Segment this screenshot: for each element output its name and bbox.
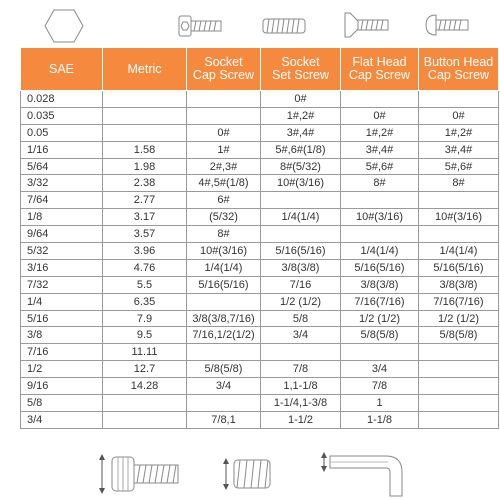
table-row [21,361,499,378]
cell-button-head-cap-screw: 1/2 (1/2) [419,310,499,327]
cell-socket-cap-screw [187,395,261,412]
cell-flat-head-cap-screw: 3/4 [341,361,419,378]
table-row [21,209,499,226]
cell-button-head-cap-screw: 1#,2# [419,124,499,141]
cell-flat-head-cap-screw: 5#,6# [341,158,419,175]
cell-socket-set-screw: 3/8(3/8) [261,259,341,276]
table-row [21,395,499,412]
cell-socket-set-screw: 0# [261,91,341,108]
button-head-screw-icon [424,14,470,36]
table-row [21,344,499,361]
header-button-head-cap-screw: Button Head Cap Screw [419,48,499,91]
cell-flat-head-cap-screw: 0# [341,107,419,124]
cell-sae: 1/4 [21,293,103,310]
cell-metric: 12.7 [103,361,187,378]
cell-button-head-cap-screw: 8# [419,175,499,192]
cell-socket-set-screw: 1#,2# [261,107,341,124]
cell-metric [103,107,187,124]
cell-metric: 4.76 [103,259,187,276]
cell-sae: 3/16 [21,259,103,276]
table-row [21,175,499,192]
table-row [21,276,499,293]
cell-socket-set-screw: 1,1-1/8 [261,378,341,395]
cell-flat-head-cap-screw: 1-1/8 [341,411,419,428]
cell-socket-cap-screw: 0# [187,124,261,141]
cell-button-head-cap-screw: 7/16(7/16) [419,293,499,310]
chart-body [21,91,499,429]
cell-sae: 1/8 [21,209,103,226]
socket-cap-screw-dimension-icon [96,452,182,496]
cell-socket-set-screw [261,192,341,209]
table-row [21,327,499,344]
header-flat-head-cap-screw: Flat Head Cap Screw [341,48,419,91]
top-icon-row [0,0,500,48]
cell-sae: 1/2 [21,361,103,378]
set-screw-dimension-icon [220,452,276,496]
table-row [21,192,499,209]
cell-socket-cap-screw [187,344,261,361]
cell-button-head-cap-screw [419,192,499,209]
cell-flat-head-cap-screw: 10#(3/16) [341,209,419,226]
cell-flat-head-cap-screw: 5/16(5/16) [341,259,419,276]
cell-flat-head-cap-screw: 7/16(7/16) [341,293,419,310]
cell-socket-cap-screw [187,107,261,124]
cell-flat-head-cap-screw: 1/2 (1/2) [341,310,419,327]
header-row [21,48,499,91]
cell-socket-cap-screw: 2#,3# [187,158,261,175]
cell-socket-cap-screw: 1# [187,141,261,158]
cell-sae: 3/4 [21,411,103,428]
cell-sae: 7/64 [21,192,103,209]
flat-head-screw-icon [344,12,390,38]
cell-socket-set-screw: 8#(5/32) [261,158,341,175]
socket-set-screw-icon [262,17,306,35]
table-row [21,259,499,276]
cell-socket-set-screw: 7/16 [261,276,341,293]
cell-metric: 9.5 [103,327,187,344]
cell-button-head-cap-screw: 3/8(3/8) [419,276,499,293]
cell-flat-head-cap-screw: 3/8(3/8) [341,276,419,293]
table-row [21,158,499,175]
cell-socket-set-screw: 5/16(5/16) [261,243,341,260]
cell-socket-set-screw: 1-1/4,1-3/8 [261,395,341,412]
cell-socket-set-screw: 1-1/2 [261,411,341,428]
cell-metric: 2.38 [103,175,187,192]
cell-flat-head-cap-screw: 5/8(5/8) [341,327,419,344]
cell-socket-cap-screw: 4#,5#(1/8) [187,175,261,192]
table-row [21,411,499,428]
cell-metric [103,411,187,428]
cell-socket-set-screw: 5/8 [261,310,341,327]
table-row [21,107,499,124]
cell-sae: 0.035 [21,107,103,124]
cell-metric: 1.58 [103,141,187,158]
cell-sae: 7/32 [21,276,103,293]
cell-button-head-cap-screw: 10#(3/16) [419,209,499,226]
cell-socket-set-screw: 7/8 [261,361,341,378]
header-socket-cap-screw: Socket Cap Screw [187,48,261,91]
cell-socket-set-screw: 5#,6#(1/8) [261,141,341,158]
cell-socket-set-screw: 3#,4# [261,124,341,141]
cell-button-head-cap-screw [419,91,499,108]
cell-socket-set-screw: 10#(3/16) [261,175,341,192]
cell-socket-set-screw: 1/2 (1/2) [261,293,341,310]
table-row [21,141,499,158]
cell-socket-cap-screw: 8# [187,226,261,243]
table-row [21,293,499,310]
cell-metric: 7.9 [103,310,187,327]
cell-socket-cap-screw [187,293,261,310]
cell-socket-set-screw [261,344,341,361]
cell-socket-cap-screw: 5/8(5/8) [187,361,261,378]
cell-socket-set-screw [261,226,341,243]
header-metric: Metric [103,48,187,91]
table-row [21,226,499,243]
cell-sae: 7/16 [21,344,103,361]
table-row [21,378,499,395]
cell-button-head-cap-screw: 0# [419,107,499,124]
cell-socket-cap-screw: (5/32) [187,209,261,226]
cell-button-head-cap-screw: 1/4(1/4) [419,243,499,260]
cell-button-head-cap-screw [419,411,499,428]
cell-button-head-cap-screw [419,226,499,243]
cell-flat-head-cap-screw [341,226,419,243]
cell-metric: 2.77 [103,192,187,209]
cell-socket-cap-screw: 5/16(5/16) [187,276,261,293]
cell-button-head-cap-screw [419,361,499,378]
table-row [21,91,499,108]
cell-socket-cap-screw: 1/4(1/4) [187,259,261,276]
cell-metric: 5.5 [103,276,187,293]
cell-flat-head-cap-screw: 3#,4# [341,141,419,158]
table-row [21,310,499,327]
cell-socket-cap-screw: 7/16,1/2(1/2) [187,327,261,344]
hex-key-dimension-icon [316,450,408,498]
cell-sae: 5/16 [21,310,103,327]
cell-socket-set-screw: 1/4(1/4) [261,209,341,226]
cell-metric: 11.11 [103,344,187,361]
cell-sae: 9/64 [21,226,103,243]
cell-flat-head-cap-screw: 1 [341,395,419,412]
cell-sae: 3/8 [21,327,103,344]
cell-socket-set-screw: 3/4 [261,327,341,344]
header-sae: SAE [21,48,103,91]
cell-metric: 3.57 [103,226,187,243]
cell-sae: 0.05 [21,124,103,141]
cell-sae: 3/32 [21,175,103,192]
cell-metric: 3.96 [103,243,187,260]
cell-socket-cap-screw: 6# [187,192,261,209]
cell-sae: 0.028 [21,91,103,108]
cell-sae: 5/32 [21,243,103,260]
cell-sae: 5/8 [21,395,103,412]
bottom-icon-row [0,448,500,500]
cell-flat-head-cap-screw: 1#,2# [341,124,419,141]
cell-button-head-cap-screw [419,378,499,395]
header-socket-set-screw: Socket Set Screw [261,48,341,91]
table-row [21,124,499,141]
cell-metric: 1.98 [103,158,187,175]
cell-socket-cap-screw: 3/4 [187,378,261,395]
cell-socket-cap-screw: 10#(3/16) [187,243,261,260]
cell-flat-head-cap-screw [341,192,419,209]
cell-flat-head-cap-screw [341,91,419,108]
cell-button-head-cap-screw: 3#,4# [419,141,499,158]
cell-flat-head-cap-screw: 8# [341,175,419,192]
cell-metric [103,124,187,141]
cell-sae: 1/16 [21,141,103,158]
cell-metric: 3.17 [103,209,187,226]
cell-flat-head-cap-screw [341,344,419,361]
socket-cap-screw-icon [178,14,224,38]
cell-sae: 5/64 [21,158,103,175]
cell-metric: 14.28 [103,378,187,395]
cell-button-head-cap-screw [419,344,499,361]
cell-socket-cap-screw: 3/8(3/8,7/16) [187,310,261,327]
cell-button-head-cap-screw: 5/16(5/16) [419,259,499,276]
cell-socket-cap-screw: 7/8,1 [187,411,261,428]
cell-button-head-cap-screw: 5#,6# [419,158,499,175]
cell-metric [103,91,187,108]
cell-socket-cap-screw [187,91,261,108]
cell-flat-head-cap-screw: 1/4(1/4) [341,243,419,260]
table-row [21,243,499,260]
cell-button-head-cap-screw [419,395,499,412]
cell-sae: 9/16 [21,378,103,395]
cell-metric: 6.35 [103,293,187,310]
hex-key-size-chart [20,48,499,429]
cell-button-head-cap-screw: 5/8(5/8) [419,327,499,344]
hex-key-end-icon [44,8,84,44]
cell-flat-head-cap-screw: 7/8 [341,378,419,395]
cell-metric [103,395,187,412]
